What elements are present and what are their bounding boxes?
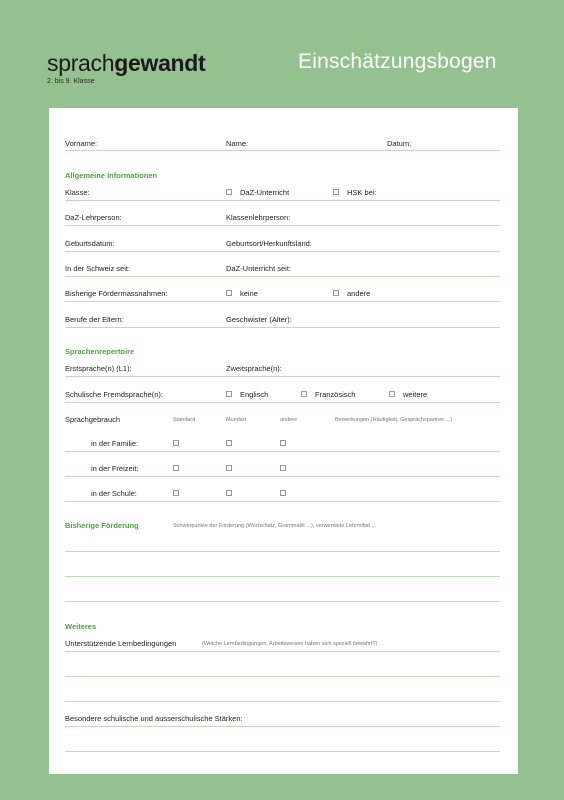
foerderung-hint: Schwerpunkte der Förderung (Wortschatz, Grammatik ...), verwendete Lehrmittel ... — [173, 523, 377, 529]
school-standard-checkbox[interactable] — [173, 490, 179, 496]
daz-seit-label: DaZ-Unterricht seit: — [226, 264, 292, 273]
foerder-field-line[interactable] — [65, 301, 500, 302]
foerdermassnahmen-label: Bisherige Fördermassnahmen: — [65, 289, 168, 298]
lernbedingungen-line[interactable] — [65, 701, 500, 702]
leisure-mundart-checkbox[interactable] — [226, 465, 232, 471]
usage-row-label: in der Schule: — [91, 489, 137, 498]
col-mundart-header: Mundart — [226, 417, 247, 423]
form-sheet — [49, 108, 518, 774]
seit-field-line[interactable] — [65, 276, 500, 277]
section-foerderung-title: Bisherige Förderung — [65, 521, 139, 530]
keine-checkbox[interactable] — [226, 290, 232, 296]
brand-logo-light: sprach — [47, 50, 115, 76]
daz-unterricht-label: DaZ-Unterricht — [240, 188, 290, 197]
geburtsort-label: Geburtsort/Herkunftsland: — [226, 239, 312, 248]
sprachgebrauch-label: Sprachgebrauch — [65, 415, 121, 424]
hsk-label: HSK bei: — [347, 188, 377, 197]
school-mundart-checkbox[interactable] — [226, 490, 232, 496]
staerken-line[interactable] — [65, 751, 500, 752]
sprachen-field-line[interactable] — [65, 376, 500, 377]
usage-row-label: in der Freizeit: — [91, 464, 139, 473]
usage-row-label: in der Familie: — [91, 439, 139, 448]
page-title: Einschätzungsbogen — [298, 50, 497, 73]
datum-label: Datum: — [387, 139, 412, 148]
section-weiteres-title: Weiteres — [65, 622, 97, 631]
col-standard-header: Standard — [173, 417, 196, 423]
leisure-field-line[interactable] — [65, 476, 500, 477]
header-field-line[interactable] — [65, 150, 500, 151]
englisch-checkbox[interactable] — [226, 391, 232, 397]
franzoesisch-checkbox[interactable] — [301, 391, 307, 397]
foerderung-line[interactable] — [65, 551, 500, 552]
englisch-label: Englisch — [240, 390, 269, 399]
daz-lehrperson-label: DaZ-Lehrperson: — [65, 213, 122, 222]
lehrperson-field-line[interactable] — [65, 225, 500, 226]
family-mundart-checkbox[interactable] — [226, 440, 232, 446]
weitere-checkbox[interactable] — [389, 391, 395, 397]
family-field-line[interactable] — [65, 451, 500, 452]
geschwister-label: Geschwister (Alter): — [226, 315, 292, 324]
lernbedingungen-line[interactable] — [65, 676, 500, 677]
franzoesisch-label: Französisch — [315, 390, 356, 399]
andere-label: andere — [347, 289, 371, 298]
klasse-field-line[interactable] — [65, 200, 500, 201]
section-general-title: Allgemeine Informationen — [65, 171, 158, 180]
leisure-andere-checkbox[interactable] — [280, 465, 286, 471]
keine-label: keine — [240, 289, 258, 298]
staerken-line[interactable] — [65, 726, 500, 727]
lernbedingungen-hint: (Welche Lernbedingungen, Arbeitsweisen haben sich speziell bewährt?) — [202, 641, 378, 647]
family-standard-checkbox[interactable] — [173, 440, 179, 446]
school-field-line[interactable] — [65, 501, 500, 502]
col-andere-header: andere — [280, 417, 298, 423]
geburtsdatum-label: Geburtsdatum: — [65, 239, 115, 248]
lernbedingungen-line[interactable] — [65, 651, 500, 652]
berufe-label: Berufe der Eltern: — [65, 315, 124, 324]
vorname-label: Vorname: — [65, 139, 98, 148]
eltern-field-line[interactable] — [65, 327, 500, 328]
andere-checkbox[interactable] — [333, 290, 339, 296]
staerken-label: Besondere schulische und ausserschulische Stärken: — [65, 714, 243, 723]
lernbedingungen-label: Unterstützende Lernbedingungen — [65, 639, 177, 648]
klasse-label: Klasse: — [65, 188, 90, 197]
fremdsprachen-label: Schulische Fremdsprache(n): — [65, 390, 163, 399]
zweitsprache-label: Zweitsprache(n): — [226, 364, 282, 373]
schweiz-seit-label: In der Schweiz seit: — [65, 264, 131, 273]
family-andere-checkbox[interactable] — [280, 440, 286, 446]
daz-unterricht-checkbox[interactable] — [226, 189, 232, 195]
foerderung-line[interactable] — [65, 576, 500, 577]
brand-logo-bold: gewandt — [114, 50, 206, 76]
erstsprache-label: Erstsprache(n) (L1): — [65, 364, 132, 373]
name-label: Name: — [226, 139, 249, 148]
school-andere-checkbox[interactable] — [280, 490, 286, 496]
klassenlehrperson-label: Klassenlehrperson: — [226, 213, 291, 222]
geburt-field-line[interactable] — [65, 251, 500, 252]
col-bemerkungen-header: Bemerkungen (Häufigkeit, Gesprächspartner ...) — [335, 417, 453, 423]
weitere-label: weitere — [403, 390, 428, 399]
foerderung-line[interactable] — [65, 601, 500, 602]
hsk-checkbox[interactable] — [333, 189, 339, 195]
brand-logo — [47, 50, 205, 76]
leisure-standard-checkbox[interactable] — [173, 465, 179, 471]
brand-block — [47, 50, 205, 85]
brand-subtitle: 2. bis 9. Klasse — [47, 78, 95, 85]
fremdsprachen-field-line[interactable] — [65, 402, 500, 403]
section-languages-title: Sprachenrepertoire — [65, 347, 135, 356]
